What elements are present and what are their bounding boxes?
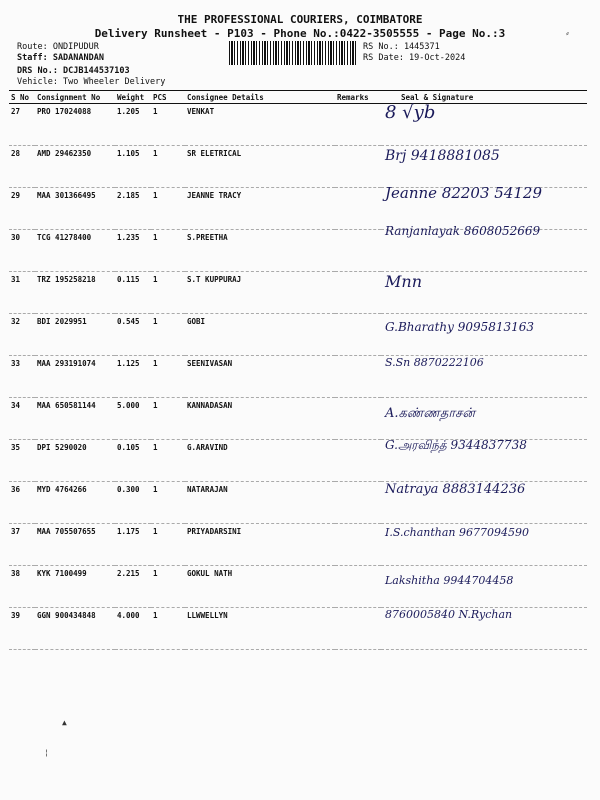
col-pcs: PCS bbox=[151, 91, 185, 104]
signature-cell bbox=[381, 482, 587, 524]
consignee-name: JEANNE TRACY bbox=[185, 188, 335, 230]
staff-label: Staff: SADANANDAN bbox=[17, 53, 104, 63]
weight: 2.215 bbox=[115, 566, 151, 608]
table-row bbox=[9, 356, 587, 398]
signature-cell bbox=[381, 608, 587, 650]
rs-date: RS Date: 19-Oct-2024 bbox=[363, 53, 466, 63]
remarks-cell bbox=[335, 608, 381, 650]
remarks-cell bbox=[335, 356, 381, 398]
weight: 1.175 bbox=[115, 524, 151, 566]
consignee-name: SR ELETRICAL bbox=[185, 146, 335, 188]
pieces: 1 bbox=[151, 440, 185, 482]
consignee-name: G.ARAVIND bbox=[185, 440, 335, 482]
weight: 0.300 bbox=[115, 482, 151, 524]
weight: 0.115 bbox=[115, 272, 151, 314]
pieces: 1 bbox=[151, 272, 185, 314]
margin-mark: ⸗ bbox=[566, 29, 569, 39]
handwritten-signature: Brj 9418881085 bbox=[385, 148, 500, 164]
serial-no: 28 bbox=[9, 146, 35, 188]
consignment-no: PRO 17024088 bbox=[35, 104, 115, 146]
table-row bbox=[9, 524, 587, 566]
consignee-name: KANNADASAN bbox=[185, 398, 335, 440]
consignee-name: SEENIVASAN bbox=[185, 356, 335, 398]
serial-no: 30 bbox=[9, 230, 35, 272]
consignee-name: S.T KUPPURAJ bbox=[185, 272, 335, 314]
table-row bbox=[9, 608, 587, 650]
col-consignee: Consignee Details bbox=[185, 91, 335, 104]
table-row bbox=[9, 146, 587, 188]
consignment-no: MAA 293191074 bbox=[35, 356, 115, 398]
serial-no: 29 bbox=[9, 188, 35, 230]
pieces: 1 bbox=[151, 398, 185, 440]
serial-no: 31 bbox=[9, 272, 35, 314]
handwritten-signature: Jeanne 82203 54129 bbox=[385, 184, 543, 202]
weight: 5.000 bbox=[115, 398, 151, 440]
weight: 1.235 bbox=[115, 230, 151, 272]
signature-cell bbox=[381, 356, 587, 398]
handwritten-signature: A.கண்ணதாசன் bbox=[385, 406, 475, 421]
col-consignment: Consignment No bbox=[35, 91, 115, 104]
handwritten-signature: Natraya 8883144236 bbox=[385, 482, 526, 497]
consignee-name: GOBI bbox=[185, 314, 335, 356]
table-row bbox=[9, 230, 587, 272]
margin-tick: ¦ bbox=[44, 748, 49, 757]
signature-cell bbox=[381, 398, 587, 440]
table-row bbox=[9, 566, 587, 608]
pieces: 1 bbox=[151, 608, 185, 650]
pieces: 1 bbox=[151, 230, 185, 272]
consignee-name: PRIYADARSINI bbox=[185, 524, 335, 566]
serial-no: 39 bbox=[9, 608, 35, 650]
consignment-no: MAA 650581144 bbox=[35, 398, 115, 440]
runsheet-subtitle: Delivery Runsheet - P103 - Phone No.:0422-3505555 - Page No.:3 bbox=[94, 27, 506, 40]
col-weight: Weight bbox=[115, 91, 151, 104]
handwritten-signature: Mnn bbox=[385, 272, 422, 291]
consignment-no: DPI 5290020 bbox=[35, 440, 115, 482]
handwritten-signature: G.Bharathy 9095813163 bbox=[385, 320, 535, 334]
handwritten-signature: I.S.chanthan 9677094590 bbox=[385, 526, 529, 539]
page-title: THE PROFESSIONAL COURIERS, COIMBATORE bbox=[177, 13, 423, 26]
consignment-no: MAA 301366495 bbox=[35, 188, 115, 230]
consignee-name: NATARAJAN bbox=[185, 482, 335, 524]
weight: 1.205 bbox=[115, 104, 151, 146]
weight: 0.545 bbox=[115, 314, 151, 356]
pieces: 1 bbox=[151, 566, 185, 608]
handwritten-signature: G.அரவிந்த் 9344837738 bbox=[385, 438, 527, 452]
table-row bbox=[9, 440, 587, 482]
remarks-cell bbox=[335, 146, 381, 188]
remarks-cell bbox=[335, 398, 381, 440]
weight: 1.125 bbox=[115, 356, 151, 398]
col-remarks: Remarks bbox=[335, 91, 381, 104]
remarks-cell bbox=[335, 272, 381, 314]
consignment-no: TRZ 195258218 bbox=[35, 272, 115, 314]
remarks-cell bbox=[335, 566, 381, 608]
serial-no: 34 bbox=[9, 398, 35, 440]
signature-cell bbox=[381, 104, 587, 146]
rs-number: RS No.: 1445371 bbox=[363, 42, 440, 52]
consignment-no: TCG 41278400 bbox=[35, 230, 115, 272]
handwritten-signature: Ranjanlayak 8608052669 bbox=[385, 224, 541, 238]
weight: 0.105 bbox=[115, 440, 151, 482]
remarks-cell bbox=[335, 482, 381, 524]
pieces: 1 bbox=[151, 356, 185, 398]
handwritten-signature: 8 √yb bbox=[385, 102, 436, 123]
pieces: 1 bbox=[151, 314, 185, 356]
pieces: 1 bbox=[151, 146, 185, 188]
remarks-cell bbox=[335, 314, 381, 356]
remarks-cell bbox=[335, 524, 381, 566]
table-row bbox=[9, 314, 587, 356]
pieces: 1 bbox=[151, 524, 185, 566]
table-row bbox=[9, 482, 587, 524]
arrow-icon: ▲ bbox=[62, 718, 67, 727]
pieces: 1 bbox=[151, 482, 185, 524]
handwritten-signature: S.Sn 8870222106 bbox=[385, 356, 484, 369]
remarks-cell bbox=[335, 230, 381, 272]
handwritten-signature: Lakshitha 9944704458 bbox=[385, 574, 514, 587]
serial-no: 36 bbox=[9, 482, 35, 524]
consignee-name: VENKAT bbox=[185, 104, 335, 146]
col-sno: S No bbox=[9, 91, 35, 104]
remarks-cell bbox=[335, 104, 381, 146]
signature-cell bbox=[381, 224, 587, 272]
drs-number: DRS No.: DCJB144537103 bbox=[17, 66, 130, 76]
consignment-no: MYD 4764266 bbox=[35, 482, 115, 524]
table-row bbox=[9, 104, 587, 146]
consignment-no: KYK 7100499 bbox=[35, 566, 115, 608]
serial-no: 35 bbox=[9, 440, 35, 482]
signature-cell bbox=[381, 440, 587, 482]
weight: 2.185 bbox=[115, 188, 151, 230]
remarks-cell bbox=[335, 188, 381, 230]
remarks-cell bbox=[335, 440, 381, 482]
weight: 4.000 bbox=[115, 608, 151, 650]
table-header bbox=[9, 91, 587, 104]
consignment-no: GGN 900434848 bbox=[35, 608, 115, 650]
serial-no: 38 bbox=[9, 566, 35, 608]
route-label: Route: ONDIPUDUR bbox=[17, 42, 99, 52]
consignee-name: GOKUL NATH bbox=[185, 566, 335, 608]
signature-cell bbox=[381, 146, 587, 188]
consignment-no: BDI 2029951 bbox=[35, 314, 115, 356]
barcode bbox=[229, 41, 356, 65]
vehicle-label: Vehicle: Two Wheeler Delivery bbox=[17, 77, 166, 87]
pieces: 1 bbox=[151, 104, 185, 146]
col-signature: Seal & Signature bbox=[381, 91, 587, 104]
serial-no: 27 bbox=[9, 104, 35, 146]
signature-cell bbox=[381, 566, 587, 608]
runsheet-table bbox=[9, 90, 587, 650]
signature-cell bbox=[381, 314, 587, 356]
consignment-no: MAA 705507655 bbox=[35, 524, 115, 566]
consignee-name: LLWWELLYN bbox=[185, 608, 335, 650]
weight: 1.105 bbox=[115, 146, 151, 188]
signature-cell bbox=[381, 272, 587, 314]
consignment-no: AMD 29462350 bbox=[35, 146, 115, 188]
serial-no: 33 bbox=[9, 356, 35, 398]
serial-no: 32 bbox=[9, 314, 35, 356]
pieces: 1 bbox=[151, 188, 185, 230]
handwritten-signature: 8760005840 N.Rychan bbox=[385, 608, 513, 621]
table-row bbox=[9, 398, 587, 440]
consignee-name: S.PREETHA bbox=[185, 230, 335, 272]
serial-no: 37 bbox=[9, 524, 35, 566]
signature-cell bbox=[381, 524, 587, 566]
table-row bbox=[9, 272, 587, 314]
